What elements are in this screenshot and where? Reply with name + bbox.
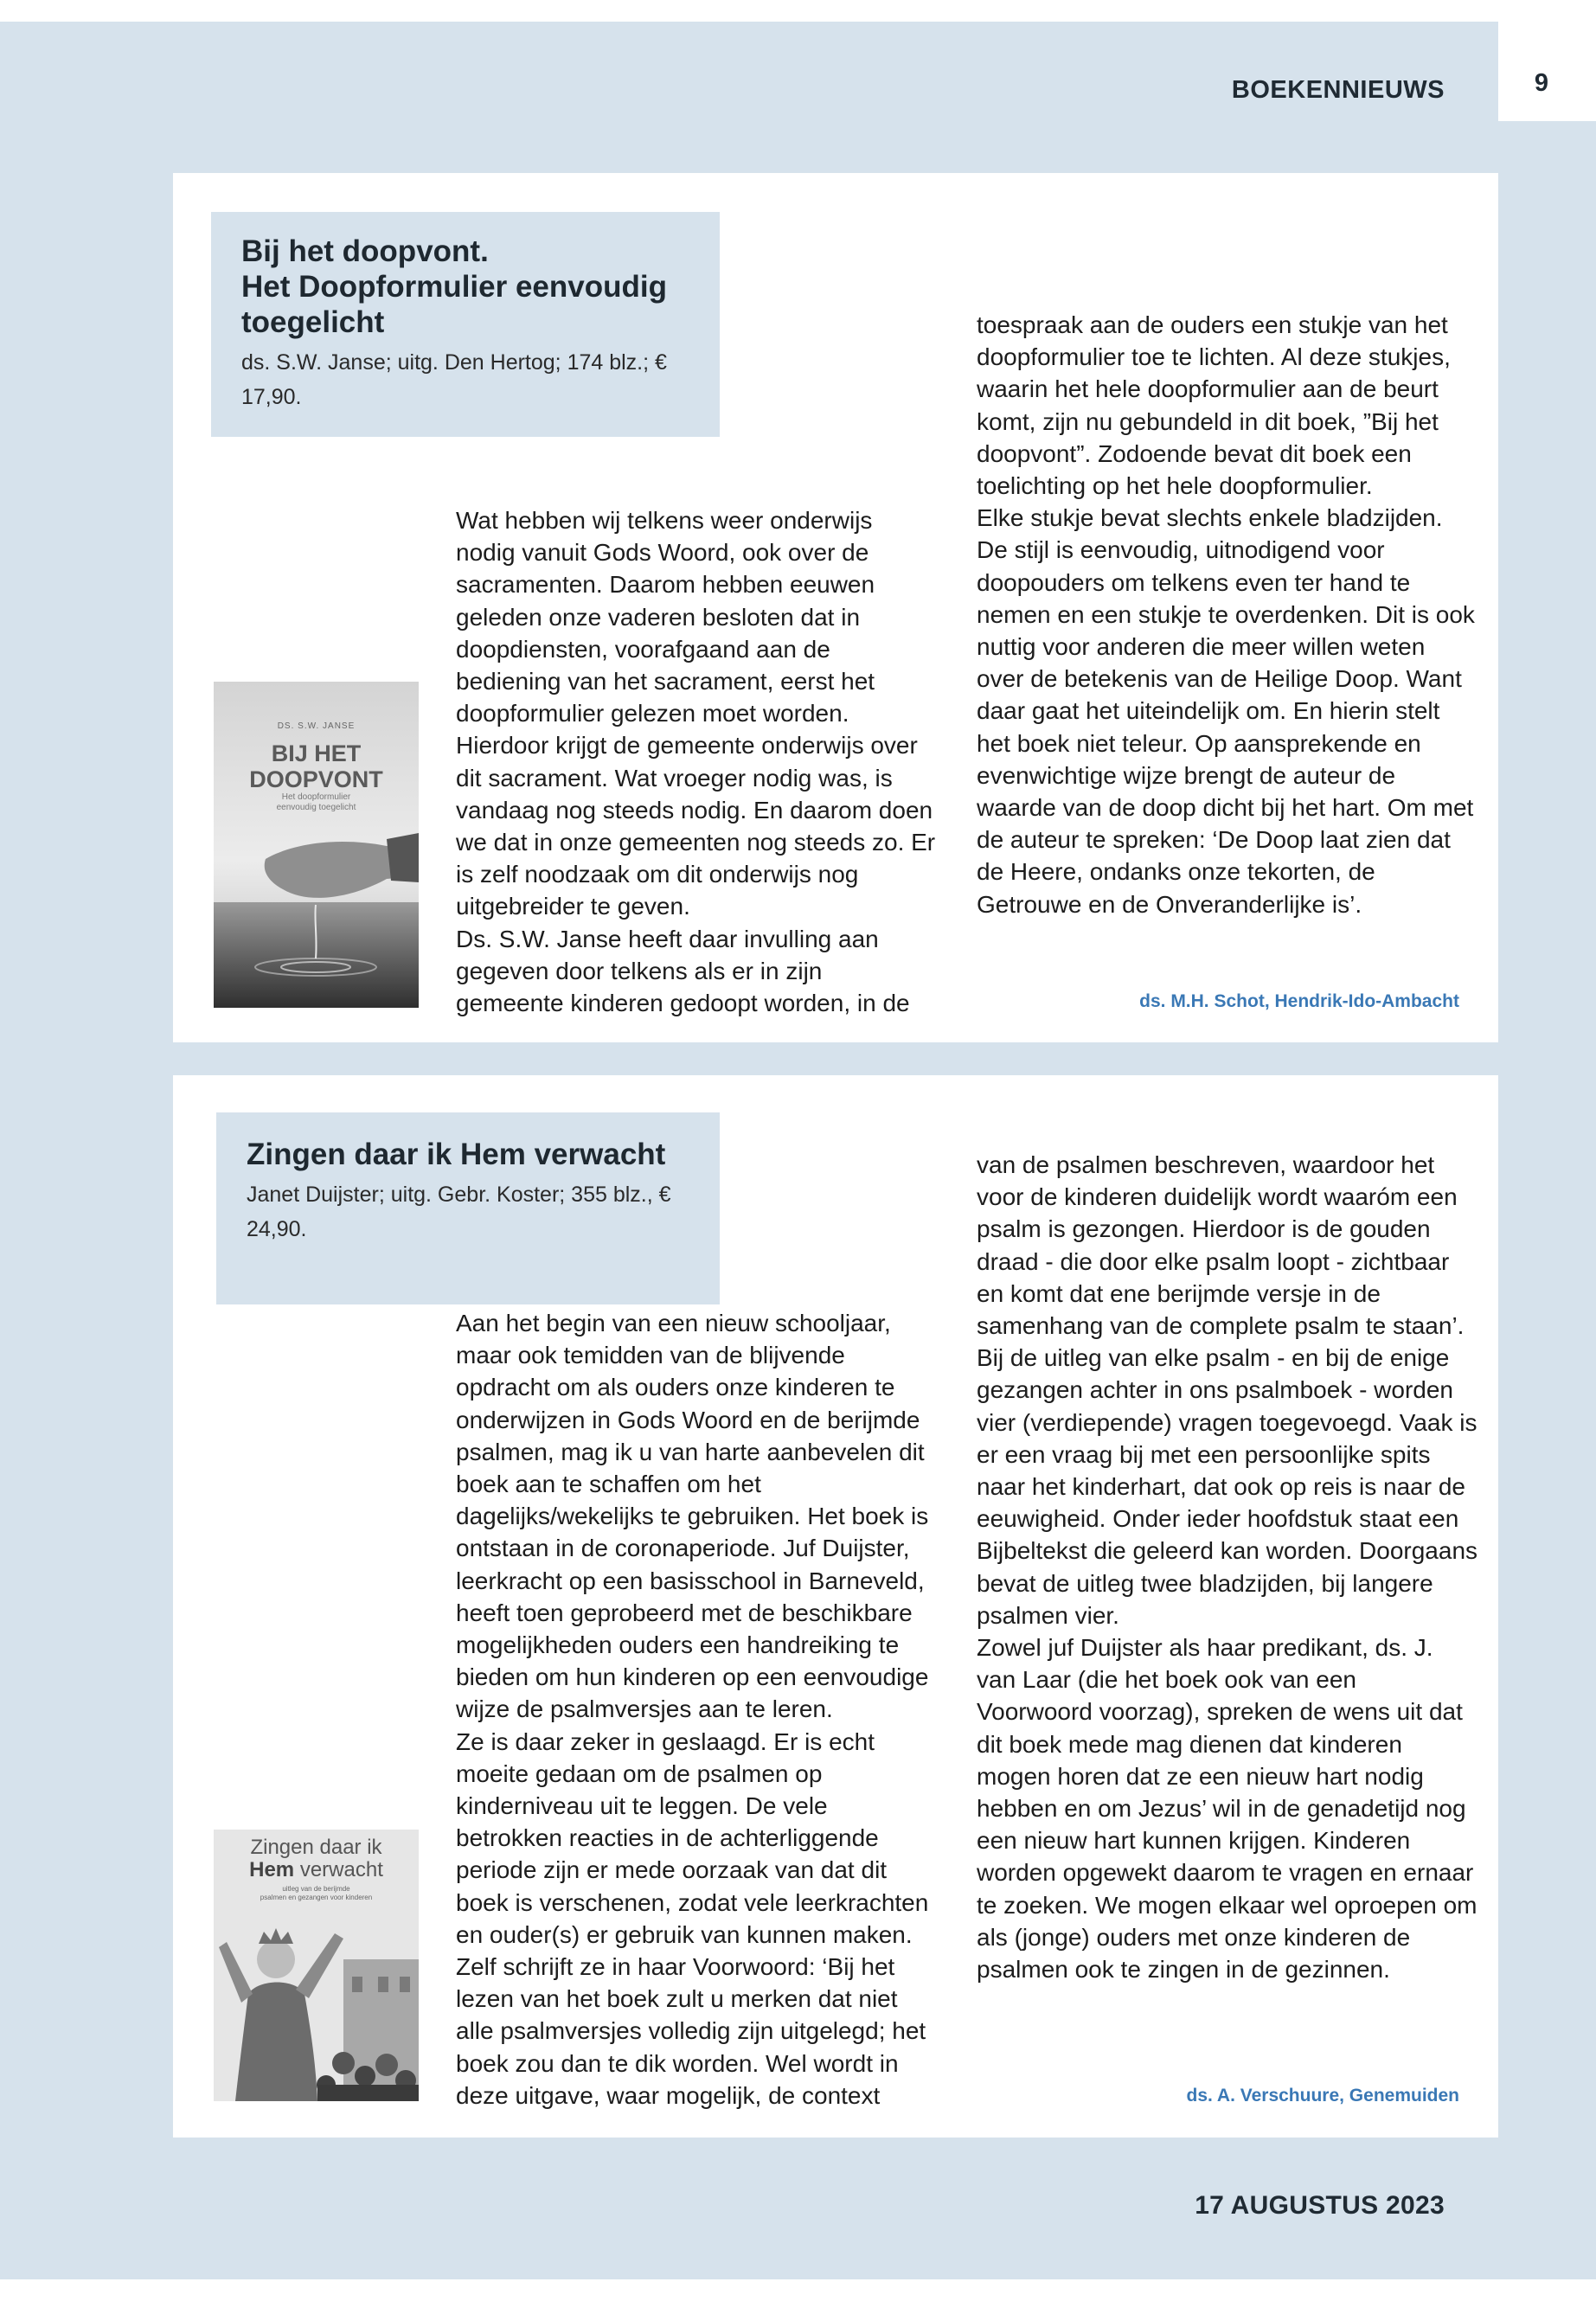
review-paragraph: Aan het begin van een nieuw schooljaar, maar ook temidden van de blijvende opdracht om als ouders onze kinderen te onderwijzen in Gods Woord en de berijmde psalmen, mag ik u van harte aanbevelen dit boek aan te schaffen om het dagelijks/wekelijks te gebruiken. Het boek is ontstaan in de coronaperiode. Juf Duijster, leerkracht op een basisschool in Barneveld, heeft toen geprobeerd met de beschikbare mogelijkheden ouders een handreiking te bieden om hun kinderen op een eenvoudige wijze de psalmversjes aan te leren.	[456, 1310, 929, 1723]
book-review-card-1	[173, 173, 1498, 1042]
review-text-right-column	[977, 309, 1478, 920]
cover-title-rest: verwacht	[299, 1858, 383, 1881]
section-title: BOEKENNIEUWS	[1231, 76, 1445, 104]
review-paragraph: van de psalmen beschreven, waardoor het voor de kinderen duidelijk wordt waaróm een psalm is gezongen. Hierdoor is de gouden draad - die door elke psalm loopt - zichtbaar en komt dat ene berijmde versje in de samenhang van de complete psalm te staan’.	[977, 1151, 1465, 1340]
review-paragraph: Wat hebben wij telkens weer onderwijs nodig vanuit Gods Woord, ook over de sacramenten. Daarom hebben eeuwen geleden onze vaderen besloten dat in doopdiensten, voorafgaand aan de bediening van het sacrament, eerst het doopformulier gelezen moet worden. Hierdoor krijgt de gemeente onderwijs over dit sacrament. Wat vroeger nodig was, is vandaag nog steeds nodig. En daarom doen we dat in onze gemeenten nog steeds zo. Er is zelf noodzaak om dit onderwijs nog uitgebreider te geven.	[456, 507, 936, 920]
cover-title	[214, 1836, 419, 1881]
page-number-box	[1498, 0, 1596, 121]
review-text-right-column	[977, 1149, 1478, 1985]
cover-title-line: BIJ HET	[271, 740, 362, 766]
book-title	[247, 1137, 689, 1172]
book-cover-zingen-daar-ik-hem-verwacht	[214, 1830, 419, 2101]
review-paragraph: Zowel juf Duijster als haar predikant, ds. J. van Laar (die het boek ook van een Voorwoord voorzag), spreken de wens uit dat dit boek mede mag dienen dat kinderen mogen horen dat ze een nieuw hart nodig hebben en om Jezus’ wil in de genadetijd nog een nieuw hart kunnen krijgen. Kinderen worden opgewekt daarom te vragen en ernaar te zoeken. We mogen elkaar wel oproepen om als (jonge) ouders met onze kinderen de psalmen ook te zingen in de gezinnen.	[977, 1634, 1477, 1984]
review-text-left-column	[456, 504, 936, 1019]
reviewer-signature: ds. M.H. Schot, Hendrik-Ido-Ambacht	[1139, 991, 1459, 1011]
book-meta: ds. S.W. Janse; uitg. Den Hertog; 174 blz.; € 17,90.	[241, 350, 667, 409]
book-meta: Janet Duijster; uitg. Gebr. Koster; 355 blz., € 24,90.	[247, 1183, 671, 1241]
reviewer-signature: ds. A. Verschuure, Genemuiden	[1186, 2086, 1459, 2106]
cover-author: DS. S.W. JANSE	[277, 721, 356, 731]
book-title-line: Bij het doopvont.	[241, 234, 489, 268]
cover-title-line: DOOPVONT	[249, 766, 383, 792]
review-header	[216, 1112, 720, 1304]
review-text-left-column	[456, 1307, 936, 2112]
review-header	[211, 212, 720, 437]
review-paragraph: Bij de uitleg van elke psalm - en bij de enige gezangen achter in ons psalmboek - worden vier (verdiepende) vragen toegevoegd. Vaak is er een vraag bij met een persoonlijke spits naar het kinderhart, dat ook op reis is naar de eeuwigheid. Onder ieder hoofdstuk staat een Bijbeltekst die geleerd kan worden. Doorgaans bevat de uitleg twee bladzijden, bij langere psalmen vier.	[977, 1344, 1478, 1629]
cover-subtitle-line: Het doopformulier	[281, 792, 351, 802]
book-review-card-2	[173, 1075, 1498, 2138]
book-title-line: Zingen daar ik Hem verwacht	[247, 1138, 666, 1171]
page-number: 9	[1534, 69, 1549, 97]
book-title-line: toegelicht	[241, 305, 385, 339]
book-title	[241, 234, 689, 340]
cover-title-line	[214, 1859, 419, 1881]
review-paragraph: Ze is daar zeker in geslaagd. Er is echt moeite gedaan om de psalmen op kinderniveau uit te leggen. De vele betrokken reacties in de achterliggende periode zijn er mede oorzaak van dat dit boek is verschenen, zodat vele leerkrachten en ouder(s) er gebruik van kunnen maken.	[456, 1727, 929, 1948]
review-paragraph: Elke stukje bevat slechts enkele bladzijden. De stijl is eenvoudig, uitnodigend voor doopouders om telkens even ter hand te nemen en een stukje te overdenken. Dit is ook nuttig voor anderen die meer willen weten over de betekenis van de Heilige Doop. Want daar gaat het uiteindelijk om. En hierin stelt het boek niet teleur. Op aansprekende en evenwichtige wijze brengt de auteur de waarde van de doop dicht bij het hart. Om met de auteur te spreken: ‘De Doop laat zien dat de Heere, ondanks onze tekorten, de Getrouwe en de Onveranderlijke is’.	[977, 504, 1475, 918]
review-paragraph: Zelf schrijft ze in haar Voorwoord: ‘Bij het lezen van het boek zult u merken dat niet alle psalmversjes volledig zijn uitgelegd; het boek zou dan te dik worden. Wel wordt in deze uitgave, waar mogelijk, de context	[456, 1953, 926, 2109]
cover-title	[214, 740, 419, 792]
cover-subtitle-line: psalmen en gezangen voor kinderen	[260, 1894, 373, 1901]
cover-subtitle	[214, 792, 419, 813]
cover-title-line: Zingen daar ik	[250, 1836, 382, 1859]
issue-date: 17 AUGUSTUS 2023	[1195, 2191, 1445, 2220]
cover-subtitle-line: uitleg van de berijmde	[282, 1885, 350, 1893]
review-paragraph: Ds. S.W. Janse heeft daar invulling aan gegeven door telkens als er in zijn gemeente kinderen gedoopt worden, in de	[456, 925, 910, 1017]
book-title-line: Het Doopformulier eenvoudig	[241, 270, 667, 304]
cover-subtitle	[214, 1885, 419, 1902]
cover-title-bold: Hem	[249, 1858, 295, 1881]
cover-subtitle-line: eenvoudig toegelicht	[276, 803, 356, 812]
review-paragraph: toespraak aan de ouders een stukje van het doopformulier toe te lichten. Al deze stukjes, waarin het hele doopformulier aan de beurt komt, zijn nu gebundeld in dit boek, ”Bij het doopvont”. Zodoende bevat dit boek een toelichting op het hele doopformulier.	[977, 311, 1451, 500]
book-cover-bij-het-doopvont	[214, 682, 419, 1008]
